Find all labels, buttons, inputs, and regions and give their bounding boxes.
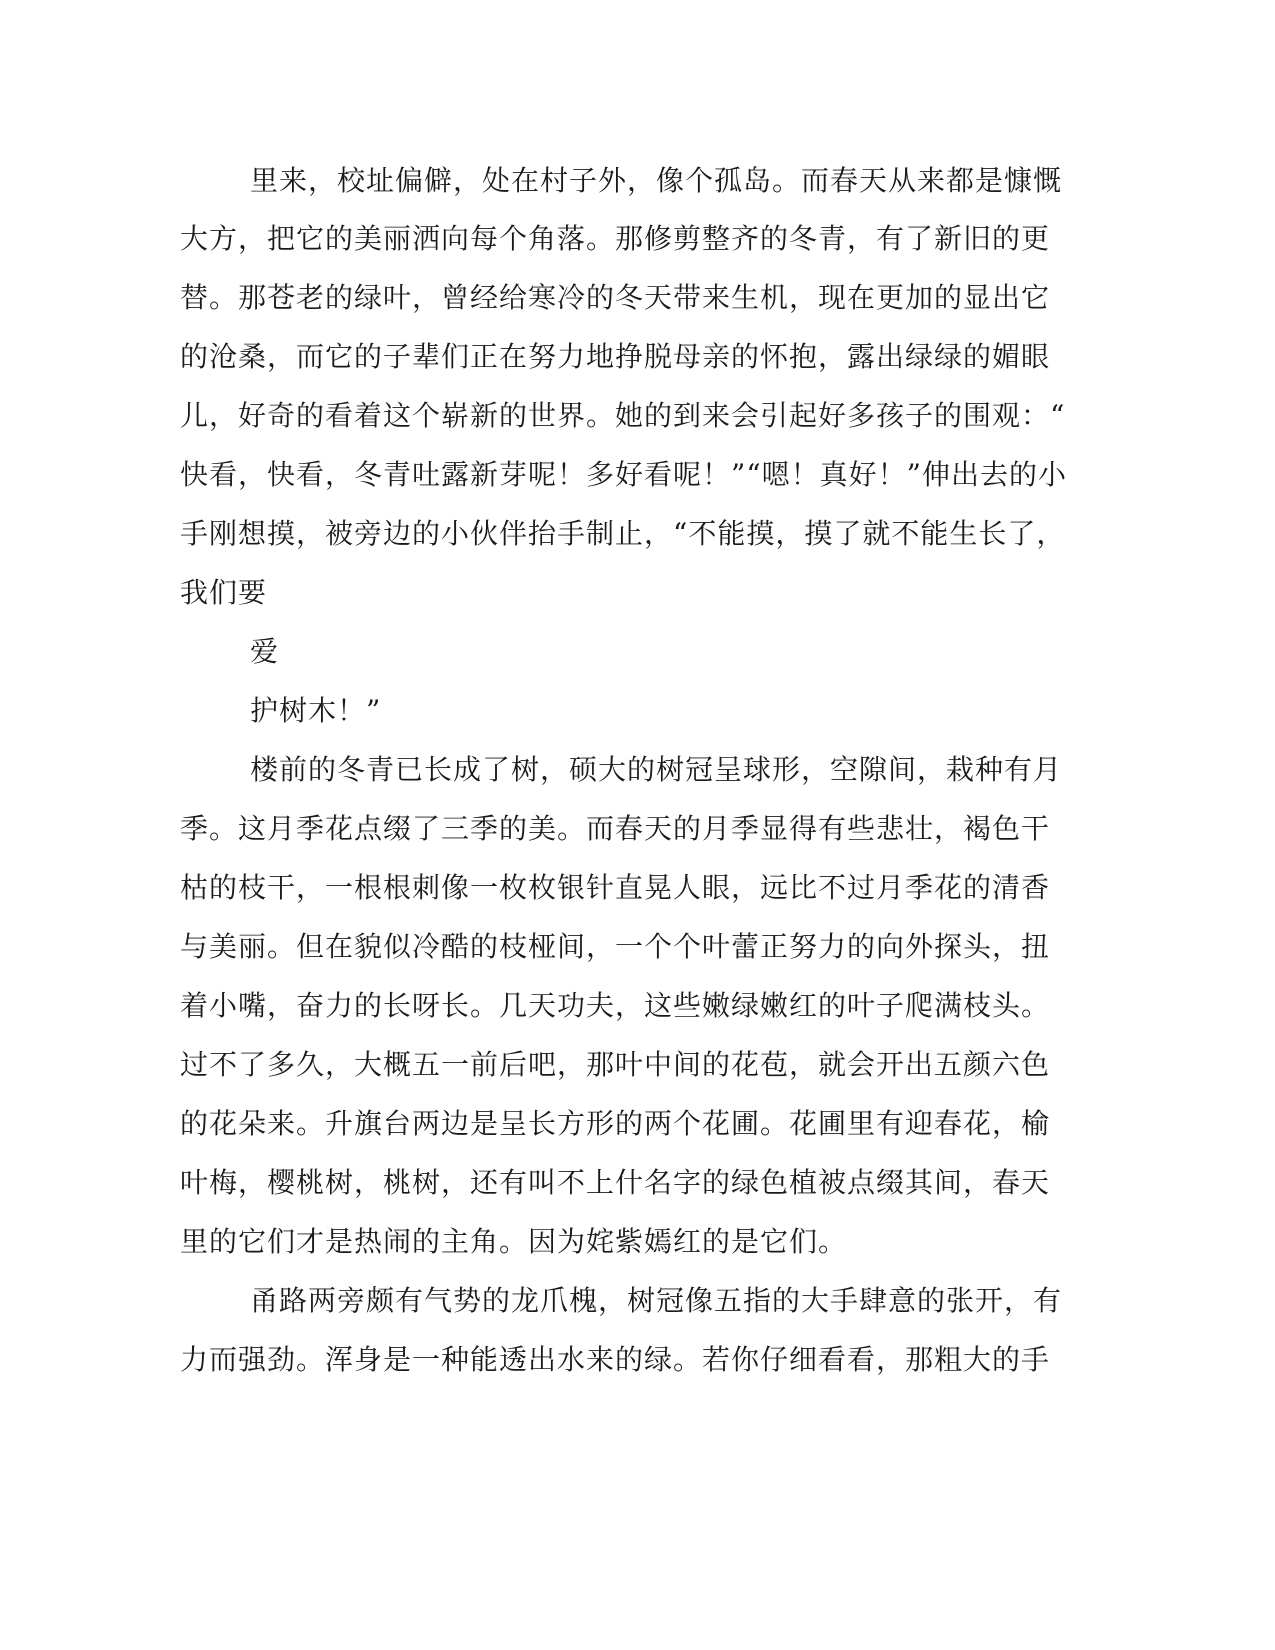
text-line: 的沧桑，而它的子辈们正在努力地挣脱母亲的怀抱，露出绿绿的媚眼 [180, 340, 1051, 373]
text-line: 护树木！” [250, 694, 382, 727]
text-line: 我们要 [180, 576, 268, 609]
text-line: 爱 [250, 635, 280, 668]
text-line: 儿，好奇的看着这个崭新的世界。她的到来会引起好多孩子的围观：“ [180, 399, 1066, 432]
text-line: 的花朵来。升旗台两边是呈长方形的两个花圃。花圃里有迎春花，榆 [180, 1107, 1051, 1140]
text-line: 枯的枝干，一根根刺像一枚枚银针直晃人眼，远比不过月季花的清香 [180, 871, 1051, 904]
text-line: 楼前的冬青已长成了树，硕大的树冠呈球形，空隙间，栽种有月 [250, 753, 1063, 786]
text-line: 叶梅，樱桃树，桃树，还有叫不上什名字的绿色植被点缀其间，春天 [180, 1166, 1051, 1199]
text-line: 替。那苍老的绿叶，曾经给寒冷的冬天带来生机，现在更加的显出它 [180, 281, 1051, 314]
text-line: 着小嘴，奋力的长呀长。几天功夫，这些嫩绿嫩红的叶子爬满枝头。 [180, 989, 1051, 1022]
text-line: 甬路两旁颇有气势的龙爪槐，树冠像五指的大手肆意的张开，有 [250, 1284, 1063, 1317]
text-line: 与美丽。但在貌似冷酷的枝桠间，一个个叶蕾正努力的向外探头，扭 [180, 930, 1051, 963]
text-line: 里的它们才是热闹的主角。因为姹紫嫣红的是它们。 [180, 1225, 848, 1258]
text-line: 快看，快看，冬青吐露新芽呢！多好看呢！”“嗯！真好！”伸出去的小 [180, 458, 1067, 491]
text-line: 里来，校址偏僻，处在村子外，像个孤岛。而春天从来都是慷慨 [250, 164, 1063, 197]
text-line: 手刚想摸，被旁边的小伙伴抬手制止，“不能摸，摸了就不能生长了， [180, 517, 1066, 550]
text-line: 力而强劲。浑身是一种能透出水来的绿。若你仔细看看，那粗大的手 [180, 1343, 1051, 1376]
text-line: 季。这月季花点缀了三季的美。而春天的月季显得有些悲壮，褐色干 [180, 812, 1051, 845]
text-line: 大方，把它的美丽洒向每个角落。那修剪整齐的冬青，有了新旧的更 [180, 222, 1051, 255]
text-line: 过不了多久，大概五一前后吧，那叶中间的花苞，就会开出五颜六色 [180, 1048, 1051, 1081]
